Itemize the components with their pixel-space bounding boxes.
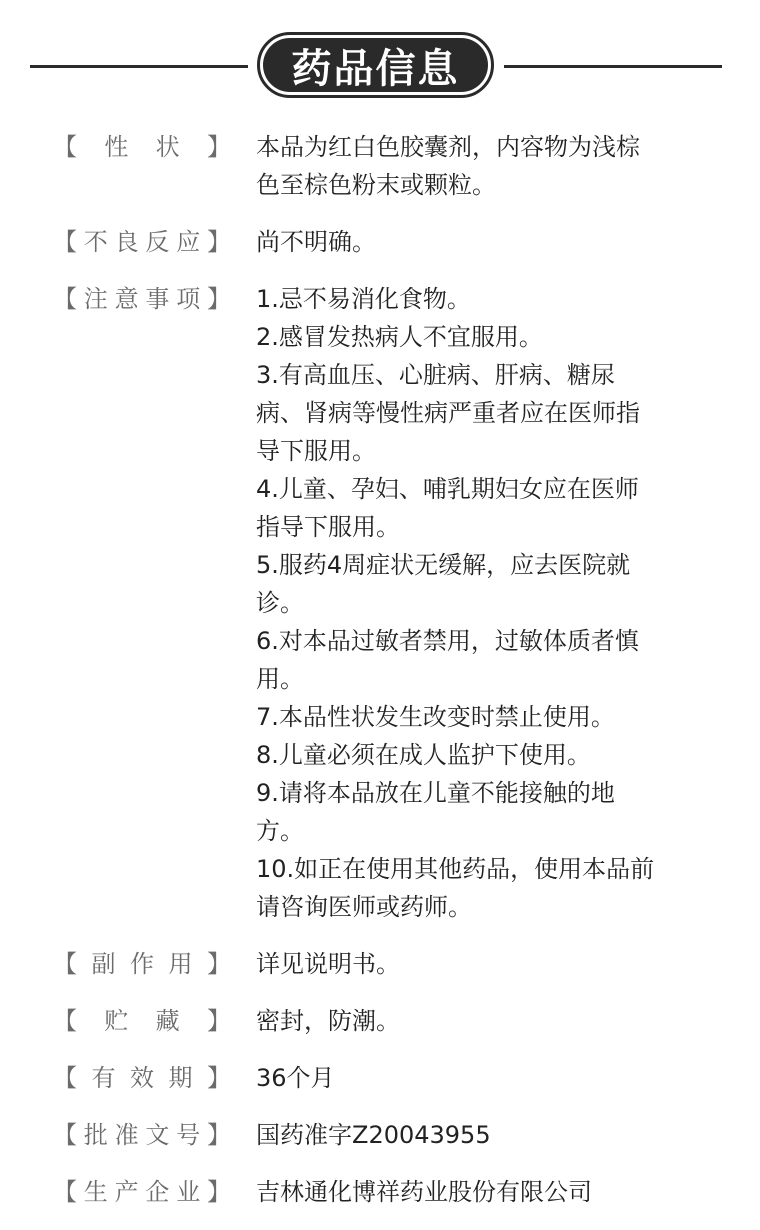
label-char: 用 xyxy=(168,950,193,978)
info-row xyxy=(0,1059,760,1097)
value-line: 尚不明确。 xyxy=(256,228,376,256)
value-line: 9.请将本品放在儿童不能接触的地 xyxy=(256,779,615,807)
label-char: 文 xyxy=(145,1121,170,1149)
label-char: 性 xyxy=(104,133,129,161)
info-value xyxy=(256,945,698,983)
value-line: 1.忌不易消化食物。 xyxy=(256,285,471,313)
label-char: 良 xyxy=(114,228,139,256)
info-label xyxy=(53,1173,231,1211)
info-row xyxy=(0,223,760,261)
info-value xyxy=(256,223,698,261)
label-char: 注 xyxy=(83,285,108,313)
label-char: 【 xyxy=(53,1007,77,1035)
label-char: 反 xyxy=(145,228,170,256)
label-char: 】 xyxy=(207,950,231,978)
value-line: 色至棕色粉末或颗粒。 xyxy=(256,171,496,199)
label-char: 藏 xyxy=(155,1007,180,1035)
value-line: 请咨询医师或药师。 xyxy=(256,893,472,921)
drug-info-list xyxy=(0,128,760,1230)
title-badge-fill xyxy=(263,38,488,92)
label-char: 有 xyxy=(91,1064,116,1092)
info-value xyxy=(256,280,698,926)
value-line: 详见说明书。 xyxy=(256,950,400,978)
title-badge xyxy=(257,32,494,98)
info-value xyxy=(256,1002,698,1040)
info-row xyxy=(0,1002,760,1040)
section-header xyxy=(0,0,760,130)
value-line: 导下服用。 xyxy=(256,437,376,465)
label-char: 【 xyxy=(53,1121,77,1149)
label-char: 准 xyxy=(114,1121,139,1149)
label-char: 【 xyxy=(53,1064,77,1092)
value-line: 3.有高血压、心脏病、肝病、糖尿 xyxy=(256,361,615,389)
value-line: 方。 xyxy=(256,817,304,845)
value-line: 4.儿童、孕妇、哺乳期妇女应在医师 xyxy=(256,475,639,503)
label-char: 【 xyxy=(53,285,77,313)
label-char: 业 xyxy=(176,1178,201,1206)
info-label xyxy=(53,1059,231,1097)
info-row xyxy=(0,1116,760,1154)
info-value xyxy=(256,1116,698,1154)
value-line: 国药准字Z20043955 xyxy=(256,1121,491,1149)
label-char: 企 xyxy=(145,1178,170,1206)
info-value xyxy=(256,1059,698,1097)
label-char: 】 xyxy=(206,285,231,313)
value-line: 2.感冒发热病人不宜服用。 xyxy=(256,323,543,351)
label-char: 生 xyxy=(83,1178,108,1206)
label-char: 【 xyxy=(53,1178,77,1206)
label-char: 期 xyxy=(168,1064,193,1092)
label-char: 产 xyxy=(114,1178,139,1206)
label-char: 状 xyxy=(155,133,180,161)
label-char: 作 xyxy=(130,950,154,978)
label-char: 批 xyxy=(83,1121,108,1149)
section-title: 药品信息 xyxy=(291,45,460,92)
value-line: 8.儿童必须在成人监护下使用。 xyxy=(256,741,591,769)
label-char: 应 xyxy=(176,228,201,256)
info-label xyxy=(53,1116,231,1154)
info-row xyxy=(0,280,760,926)
info-label xyxy=(53,223,231,261)
value-line: 密封，防潮。 xyxy=(256,1007,400,1035)
label-char: 【 xyxy=(53,950,77,978)
info-value xyxy=(256,128,698,204)
label-char: 】 xyxy=(207,1064,231,1092)
label-char: 号 xyxy=(176,1121,201,1149)
label-char: 贮 xyxy=(104,1007,129,1035)
value-line: 吉林通化博祥药业股份有限公司 xyxy=(256,1178,592,1206)
label-char: 不 xyxy=(83,228,108,256)
value-line: 5.服药4周症状无缓解，应去医院就 xyxy=(256,551,631,579)
value-line: 本品为红白色胶囊剂，内容物为浅棕 xyxy=(256,133,640,161)
label-char: 】 xyxy=(206,228,231,256)
label-char: 【 xyxy=(53,133,77,161)
label-char: 【 xyxy=(53,228,77,256)
info-label xyxy=(53,128,231,204)
label-char: 项 xyxy=(176,285,201,313)
value-line: 10.如正在使用其他药品，使用本品前 xyxy=(256,855,655,883)
info-row xyxy=(0,128,760,204)
value-line: 7.本品性状发生改变时禁止使用。 xyxy=(256,703,615,731)
label-char: 】 xyxy=(206,1178,231,1206)
value-line: 病、肾病等慢性病严重者应在医师指 xyxy=(256,399,640,427)
info-value xyxy=(256,1173,698,1211)
info-row xyxy=(0,945,760,983)
label-char: 效 xyxy=(130,1064,154,1092)
label-char: 】 xyxy=(206,1121,231,1149)
label-char: 】 xyxy=(206,1007,231,1035)
value-line: 用。 xyxy=(256,665,304,693)
label-char: 】 xyxy=(206,133,231,161)
info-label xyxy=(53,945,231,983)
value-line: 指导下服用。 xyxy=(256,513,400,541)
value-line: 6.对本品过敏者禁用，过敏体质者慎 xyxy=(256,627,639,655)
label-char: 意 xyxy=(114,285,139,313)
header-rule-right xyxy=(504,65,722,68)
label-char: 副 xyxy=(91,950,116,978)
value-line: 诊。 xyxy=(256,589,304,617)
info-label xyxy=(53,1002,231,1040)
label-char: 事 xyxy=(145,285,170,313)
header-rule-left xyxy=(30,65,248,68)
value-line: 36个月 xyxy=(256,1064,335,1092)
info-row xyxy=(0,1173,760,1211)
info-label xyxy=(53,280,231,926)
